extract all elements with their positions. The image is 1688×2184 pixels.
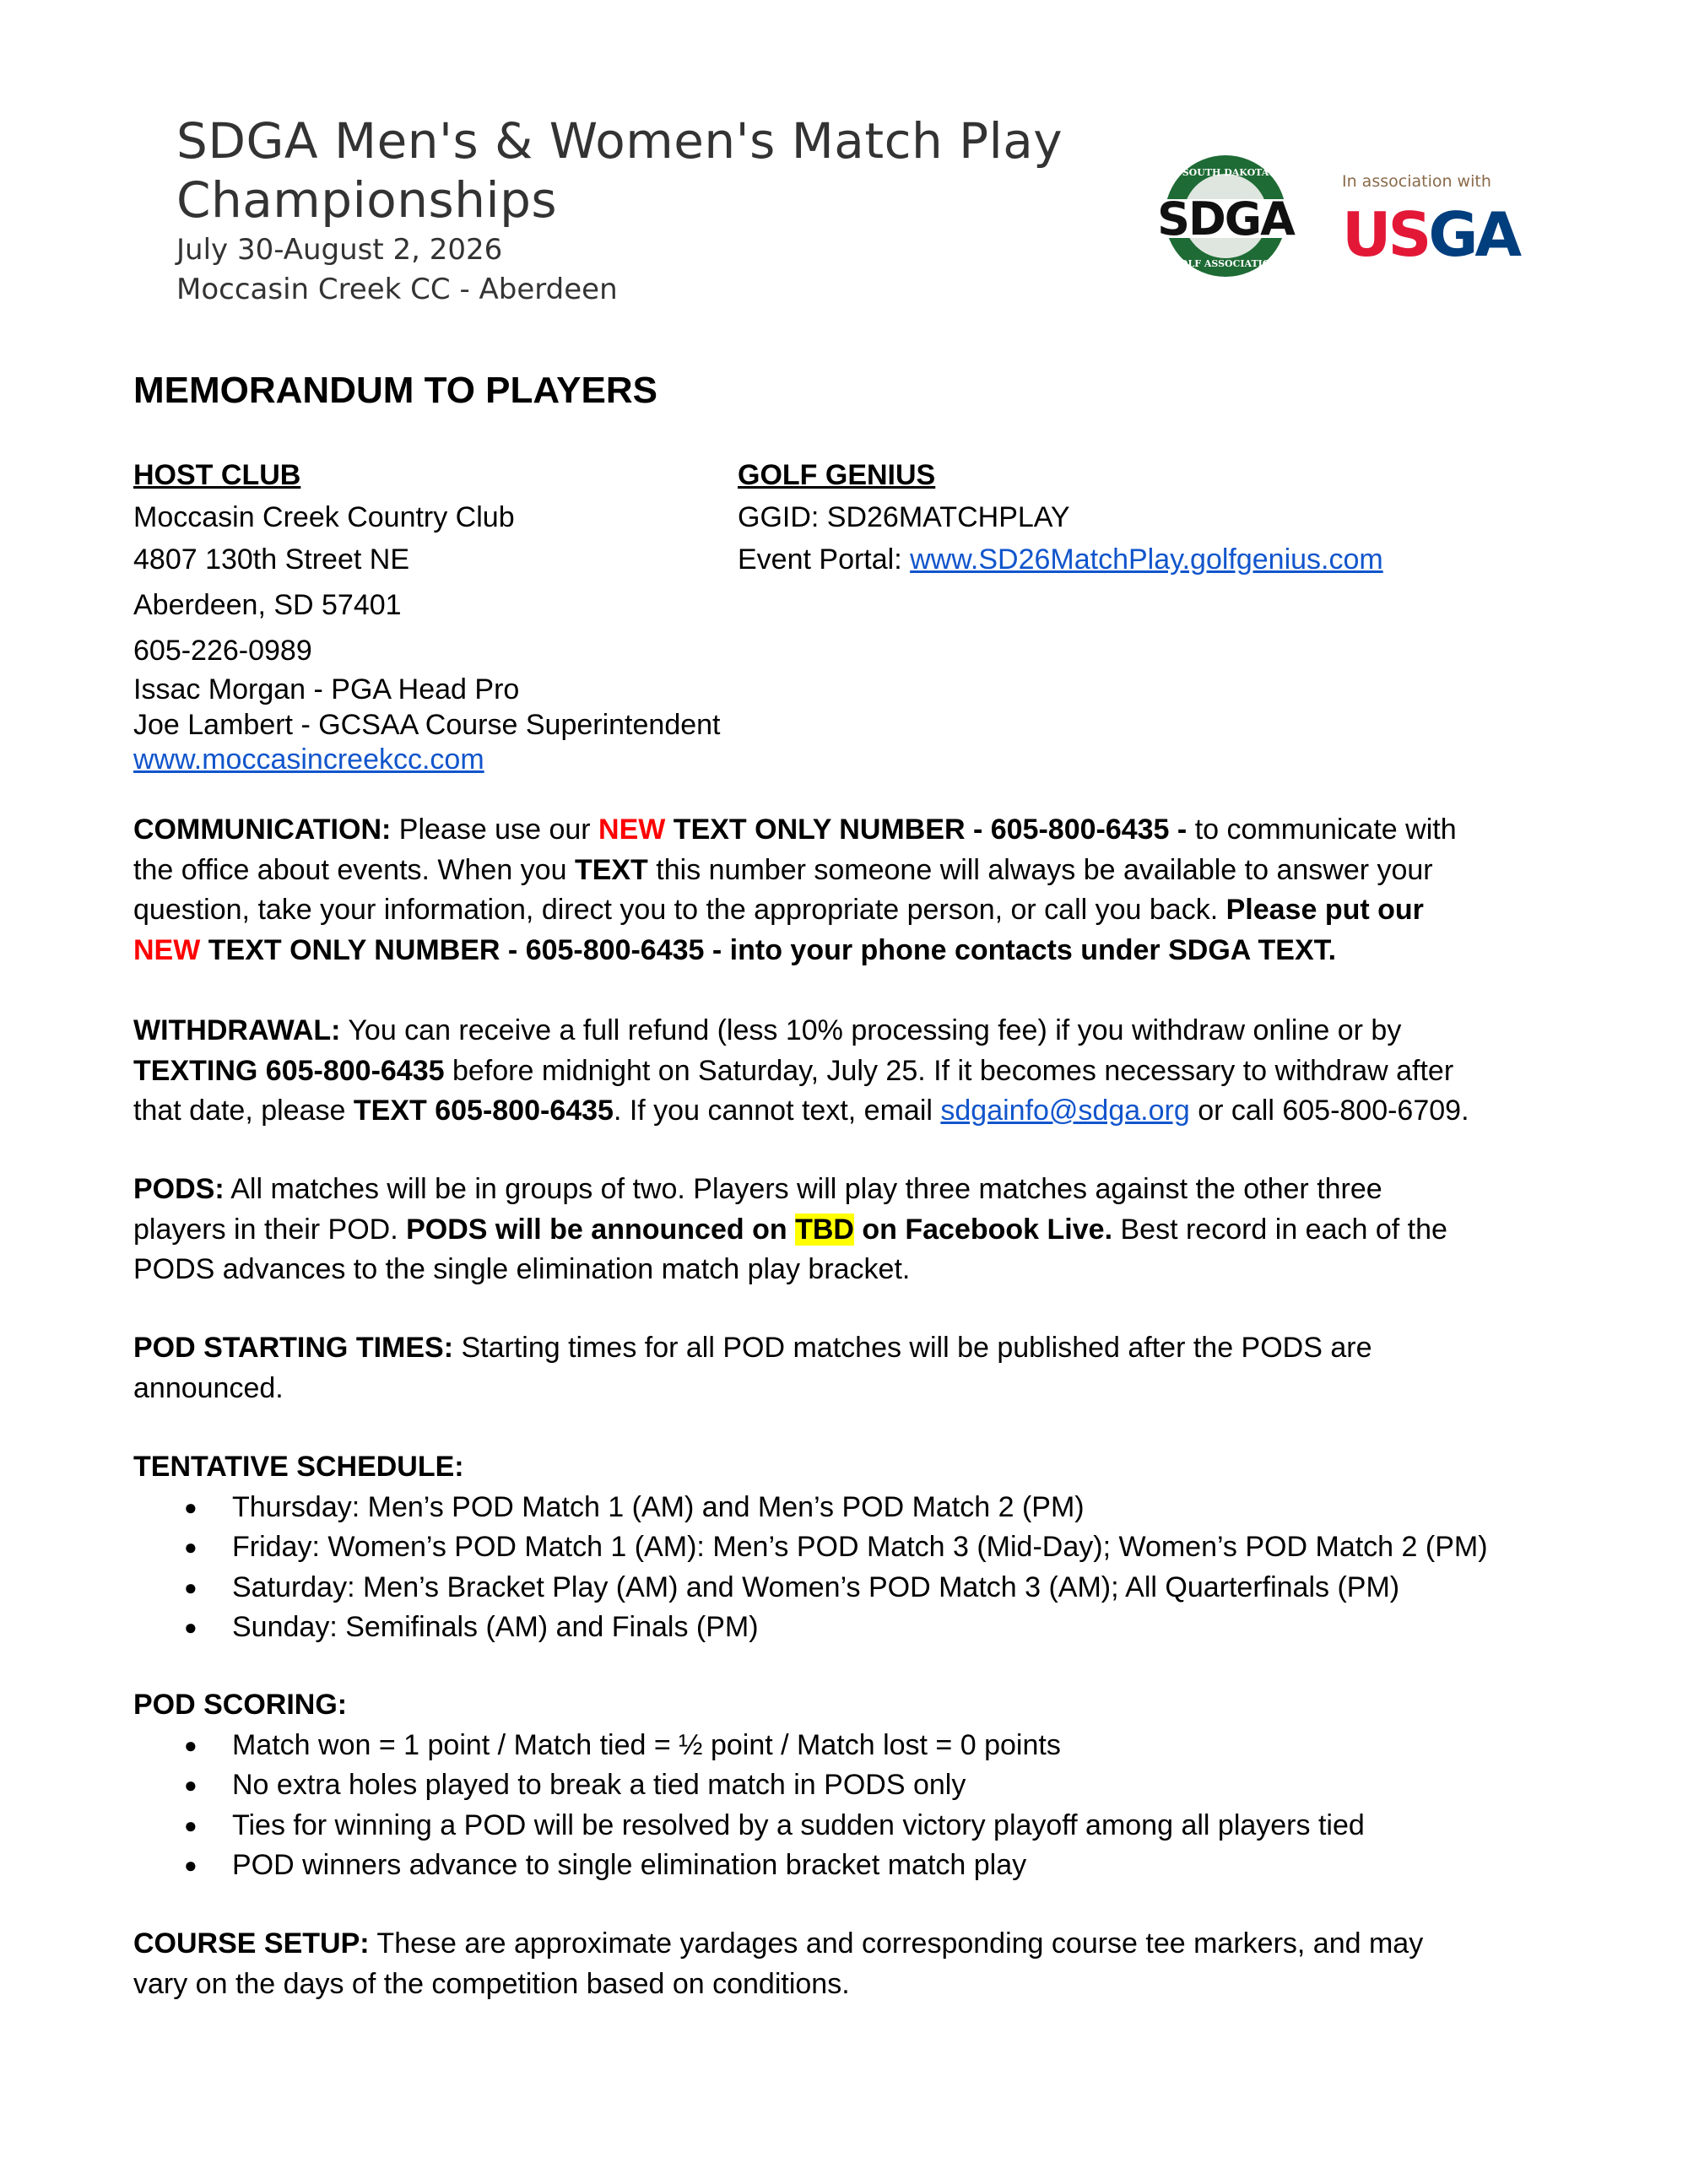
- text-run: TEXT: [574, 853, 648, 886]
- text-run: Match won = 1 point / Match tied = ½ point / Match lost = 0 points: [232, 1728, 1061, 1761]
- text-run: TEXTING 605-800-6435: [133, 1054, 445, 1087]
- withdrawal-section: [133, 1011, 1469, 1132]
- bullet-item: [133, 1568, 1488, 1608]
- text-line: [133, 1011, 1469, 1051]
- text-run: Saturday: Men’s Bracket Play (AM) and Women’s POD Match 3 (AM); All Quarterfinals (PM): [232, 1570, 1400, 1603]
- bullet-item: [133, 1765, 1365, 1806]
- text-run: POD SCORING:: [133, 1689, 348, 1721]
- text-line: [133, 1250, 1447, 1290]
- event-title-line2: Championships: [176, 171, 558, 229]
- text-run: All matches will be in groups of two. Players will play three matches against the other three: [224, 1173, 1382, 1205]
- association-label: In association with: [1342, 172, 1491, 191]
- portal-label: Event Portal:: [738, 543, 911, 576]
- pod-scoring-section: [133, 1685, 1365, 1886]
- text-run: Please put our: [1225, 894, 1424, 926]
- text-run: vary on the days of the competition based on conditions.: [133, 1967, 850, 2000]
- text-run: PODS will be announced on: [406, 1213, 796, 1246]
- bullet-item: [133, 1806, 1365, 1846]
- event-header: [176, 111, 1063, 309]
- text-run: POD STARTING TIMES:: [133, 1332, 454, 1364]
- text-run: this number someone will always be available to answer your: [647, 853, 1433, 886]
- text-run: question, take your information, direct you to the appropriate person, or call you back.: [133, 894, 1226, 926]
- text-run: TBD: [795, 1213, 854, 1246]
- text-run: TENTATIVE SCHEDULE:: [133, 1451, 464, 1483]
- host-line: Issac Morgan - PGA Head Pro: [133, 673, 520, 705]
- text-run: Ties for winning a POD will be resolved by a sudden victory playoff among all players tied: [232, 1808, 1365, 1841]
- bullet-item: [133, 1608, 1488, 1648]
- event-portal-link[interactable]: www.SD26MatchPlay.golfgenius.com: [910, 543, 1383, 576]
- text-run: TEXT ONLY NUMBER - 605-800-6435 -: [665, 814, 1188, 846]
- text-line: [133, 1447, 1488, 1488]
- pod-starting-times-section: [133, 1328, 1372, 1408]
- text-line: [133, 1210, 1447, 1251]
- text-line: [133, 1924, 1423, 1965]
- text-run: Please use our: [391, 814, 599, 846]
- text-run: You can receive a full refund (less 10% processing fee) if you withdraw online or by: [340, 1014, 1402, 1046]
- memo-title: MEMORANDUM TO PLAYERS: [133, 370, 657, 411]
- event-dates: July 30-August 2, 2026: [176, 233, 503, 267]
- text-run: . If you cannot text, email: [613, 1095, 941, 1127]
- text-run: on Facebook Live.: [853, 1213, 1113, 1246]
- svg-text:SOUTH DAKOTA: SOUTH DAKOTA: [1182, 167, 1269, 178]
- text-run: These are approximate yardages and corresponding course tee markers, and may: [369, 1927, 1424, 1960]
- email-link[interactable]: sdgainfo@sdga.org: [940, 1095, 1190, 1127]
- text-line: [133, 890, 1457, 931]
- svg-text:GOLF ASSOCIATION: GOLF ASSOCIATION: [1171, 258, 1280, 269]
- text-run: that date, please: [133, 1095, 354, 1127]
- text-run: the office about events. When you: [133, 853, 575, 886]
- course-setup-section: [133, 1924, 1423, 2004]
- bullet-item: [133, 1846, 1365, 1886]
- tentative-schedule-section: [133, 1447, 1488, 1648]
- usga-logo: USGA: [1342, 199, 1519, 270]
- text-run: announced.: [133, 1371, 284, 1404]
- text-line: [133, 1685, 1365, 1726]
- golf-genius: [738, 454, 1383, 581]
- text-run: NEW: [598, 814, 666, 846]
- communication-section: [133, 810, 1457, 970]
- text-run: Sunday: Semifinals (AM) and Finals (PM): [232, 1611, 759, 1643]
- text-run: to communicate with: [1187, 814, 1457, 846]
- bullet-item: [133, 1726, 1365, 1766]
- host-website-link[interactable]: www.moccasincreekcc.com: [133, 743, 484, 776]
- host-line: Moccasin Creek Country Club: [133, 501, 515, 533]
- text-line: [133, 1369, 1372, 1409]
- text-line: [133, 1091, 1469, 1132]
- text-line: [133, 1965, 1423, 2005]
- text-run: COURSE SETUP:: [133, 1927, 370, 1960]
- text-line: [133, 931, 1457, 971]
- svg-text:SDGA: SDGA: [1157, 192, 1294, 246]
- host-line: Joe Lambert - GCSAA Course Superintendent: [133, 709, 721, 741]
- text-run: WITHDRAWAL:: [133, 1014, 341, 1046]
- text-run: Starting times for all POD matches will be published after the PODS are: [453, 1332, 1372, 1364]
- host-club-heading: HOST CLUB: [133, 459, 301, 491]
- text-line: [133, 1170, 1447, 1210]
- text-run: COMMUNICATION:: [133, 814, 392, 846]
- host-line: 4807 130th Street NE: [133, 543, 410, 576]
- host-club: [133, 454, 721, 776]
- text-run: players in their POD.: [133, 1213, 407, 1246]
- text-run: TEXT 605-800-6435: [353, 1095, 614, 1127]
- text-line: [133, 851, 1457, 891]
- event-venue: Moccasin Creek CC - Aberdeen: [176, 273, 618, 306]
- sdga-logo: [1148, 150, 1303, 282]
- golf-genius-heading: GOLF GENIUS: [738, 459, 936, 491]
- text-run: No extra holes played to break a tied match in PODS only: [232, 1769, 966, 1801]
- text-line: [133, 1328, 1372, 1369]
- text-run: or call 605-800-6709.: [1189, 1095, 1469, 1127]
- ggid: GGID: SD26MATCHPLAY: [738, 501, 1070, 533]
- text-run: POD winners advance to single elimination bracket match play: [232, 1849, 1027, 1881]
- text-run: Friday: Women’s POD Match 1 (AM): Men’s POD Match 3 (Mid-Day); Women’s POD Match 2 (PM): [232, 1531, 1488, 1563]
- bullet-item: [133, 1488, 1488, 1528]
- text-run: TEXT ONLY NUMBER - 605-800-6435 - into your phone contacts under SDGA TEXT.: [200, 933, 1337, 966]
- text-run: PODS:: [133, 1173, 225, 1205]
- host-line: Aberdeen, SD 57401: [133, 589, 402, 621]
- host-line: 605-226-0989: [133, 635, 312, 667]
- text-run: before midnight on Saturday, July 25. If it becomes necessary to withdraw after: [444, 1054, 1454, 1087]
- text-run: NEW: [133, 933, 201, 966]
- event-title-line1: SDGA Men's & Women's Match Play: [176, 112, 1063, 170]
- text-line: [133, 810, 1457, 851]
- text-line: [133, 1051, 1469, 1092]
- text-run: PODS advances to the single elimination match play bracket.: [133, 1253, 911, 1285]
- text-run: Thursday: Men’s POD Match 1 (AM) and Men’s POD Match 2 (PM): [232, 1490, 1085, 1523]
- text-run: Best record in each of the: [1112, 1213, 1447, 1246]
- pods-section: [133, 1170, 1447, 1290]
- bullet-item: [133, 1527, 1488, 1568]
